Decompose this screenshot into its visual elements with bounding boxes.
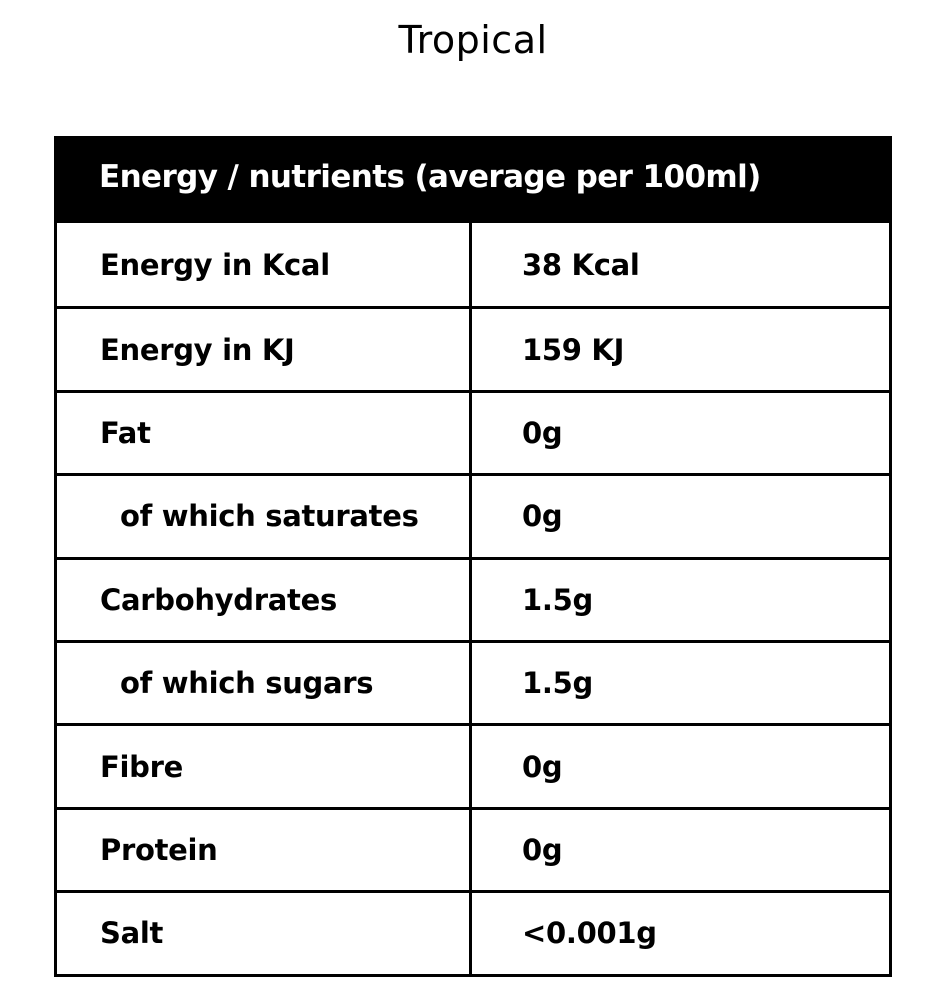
table-row-fat: [57, 390, 889, 473]
table-row-energy-kj: [57, 306, 889, 389]
row-label: Energy in KJ: [57, 309, 472, 389]
row-label: of which saturates: [57, 476, 472, 556]
row-label: Energy in Kcal: [57, 223, 472, 306]
table-header: Energy / nutrients (average per 100ml): [57, 139, 889, 223]
page-title: Tropical: [398, 18, 548, 62]
row-label: of which sugars: [57, 643, 472, 723]
row-label: Fibre: [57, 726, 472, 806]
row-value: 0g: [522, 832, 563, 867]
nutrition-table: [54, 136, 892, 977]
table-row-energy-kcal: [57, 223, 889, 306]
table-row-protein: [57, 807, 889, 890]
table-row-fibre: [57, 723, 889, 806]
row-value: 0g: [522, 749, 563, 784]
row-label: Fat: [57, 393, 472, 473]
table-row-salt: [57, 890, 889, 973]
table-row-carbohydrates: [57, 557, 889, 640]
table-row-sugars: [57, 640, 889, 723]
row-value: 38 Kcal: [522, 247, 640, 282]
row-value: 1.5g: [522, 582, 593, 617]
table-body: [57, 223, 889, 974]
row-label: Salt: [57, 893, 472, 973]
row-value: 159 KJ: [522, 332, 625, 367]
row-value: 0g: [522, 415, 563, 450]
row-value: <0.001g: [522, 916, 657, 951]
table-row-saturates: [57, 473, 889, 556]
row-value: 1.5g: [522, 666, 593, 701]
row-value: 0g: [522, 499, 563, 534]
row-label: Carbohydrates: [57, 560, 472, 640]
row-label: Protein: [57, 810, 472, 890]
